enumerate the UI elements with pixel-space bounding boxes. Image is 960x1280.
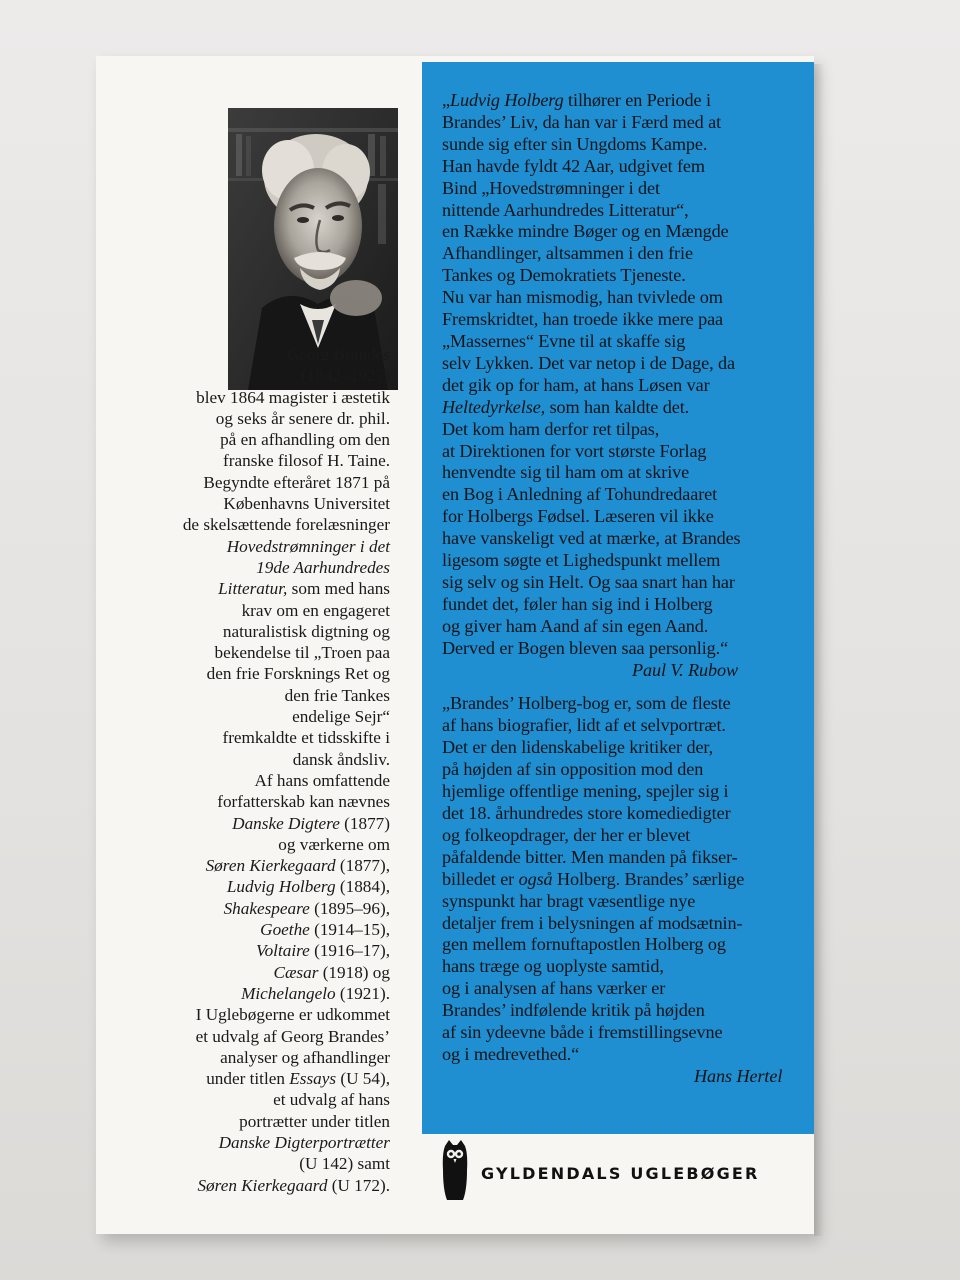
bio-line-part: (1877) <box>339 813 390 833</box>
quote1-line: Derved er Bogen bleven saa personlig.“ <box>442 637 729 658</box>
bio-line-part: Ludvig Holberg <box>226 877 336 897</box>
bio-line-part: (1921). <box>335 983 390 1003</box>
quote1-line: Afhandlinger, altsammen i den frie <box>442 243 693 264</box>
quote1-line: Han havde fyldt 42 Aar, udgivet fem <box>442 155 705 176</box>
bio-line: (U 142) samt <box>299 1154 390 1174</box>
quote1-line-part: „ <box>442 90 450 110</box>
bio-line: fremkaldte et tidsskifte i <box>222 728 390 748</box>
bio-line: krav om en engageret <box>241 600 390 620</box>
quotes-panel <box>422 62 814 1134</box>
bio-line <box>136 919 390 940</box>
quote2-signature: Hans Hertel <box>694 1065 783 1086</box>
bio-line-part: Voltaire <box>256 941 310 961</box>
quote2-line <box>442 869 797 891</box>
bio-line-part: (1914–15), <box>309 920 390 940</box>
bio-line: forfatterskab kan nævnes <box>217 792 390 812</box>
bio-line: de skelsættende forelæsninger <box>182 515 390 535</box>
bio-line: et udvalg af hans <box>273 1090 390 1110</box>
publisher-name: GYLDENDALS UGLEBØGER <box>481 1164 760 1183</box>
bio-line: Danske Digterportrætter <box>218 1132 390 1152</box>
quote1-line: at Direktionen for vort største Forlag <box>442 440 707 461</box>
bio-line: analyser og afhandlinger <box>220 1047 390 1067</box>
bio-line: naturalistisk digtning og <box>222 621 390 641</box>
quote1-line: ligesom søgte et Lighedspunkt mellem <box>442 550 721 571</box>
book-edge-shadow <box>814 64 824 1236</box>
bio-line-part: Shakespeare <box>223 898 310 918</box>
quote2-line: synspunkt har bragt væsentlige nye <box>442 890 696 911</box>
bio-line <box>136 813 390 834</box>
quote2-line: og folkeopdrager, der her er blevet <box>442 824 691 845</box>
author-biography <box>136 344 390 1196</box>
quote2-line: hans træge og uoplyste samtid, <box>442 956 664 977</box>
quote1-signature: Paul V. Rubow <box>632 659 738 680</box>
bio-line: den frie Tankes <box>284 685 390 705</box>
quote2-line: på højden af sin opposition mod den <box>442 759 704 780</box>
bio-line-part: som med hans <box>287 579 390 599</box>
quotes-text <box>442 90 797 1088</box>
quote1-line: en Bog i Anledning af Tohundredaaret <box>442 484 718 505</box>
quote1-line: selv Lykken. Det var netop i de Dage, da <box>442 352 735 373</box>
quote1-line <box>442 90 797 112</box>
bio-line-part: (1884), <box>335 877 390 897</box>
bio-line: og seks år senere dr. phil. <box>215 408 390 428</box>
bio-line: (1842–1927) <box>301 366 390 386</box>
bio-line <box>136 1175 390 1196</box>
bio-line: Hovedstrømninger i det <box>226 536 390 556</box>
quote1-line-part: tilhører en Periode i <box>563 90 711 110</box>
quote1-line: Brandes’ Liv, da han var i Færd med at <box>442 111 722 132</box>
bio-line: franske filosof H. Taine. <box>223 451 390 471</box>
quote2-line: påfaldende bitter. Men manden på fikser- <box>442 846 738 867</box>
quote1-line: og giver ham Aand af sin egen Aand. <box>442 615 709 636</box>
bio-line <box>136 898 390 919</box>
bio-line-part: (1877), <box>335 856 390 876</box>
bio-line: endelige Sejr“ <box>292 707 390 727</box>
bio-line <box>136 940 390 961</box>
bio-line-part: Litteratur, <box>218 579 288 599</box>
quote2-line: detaljer frem i belysningen af modsætnin- <box>442 912 743 933</box>
quote2-line: af sin ydeevne både i fremstillingsevne <box>442 1022 723 1043</box>
bio-line: blev 1864 magister i æstetik <box>196 387 390 407</box>
bio-line-part: Goethe <box>260 920 310 940</box>
quote-separator <box>442 681 797 693</box>
quote2-line-part: Holberg. Brandes’ særlige <box>552 868 745 889</box>
quote1-line: Fremskridtet, han troede ikke mere paa <box>442 309 724 330</box>
quote2-line: gen mellem fornuftapostlen Holberg og <box>442 934 726 955</box>
quote1-line-part: Heltedyrkelse, <box>442 396 546 417</box>
bio-line-part: under titlen <box>206 1069 290 1089</box>
bio-line-part: Cæsar <box>273 962 319 982</box>
bio-line <box>136 962 390 983</box>
bio-line: Georg Brandes <box>286 345 390 364</box>
bio-line <box>136 578 390 599</box>
quote2-line-part: også <box>518 868 553 889</box>
bio-line-part: Essays <box>289 1069 337 1089</box>
bio-line: portrætter under titlen <box>239 1111 390 1131</box>
quote2-line: Det er den lidenskabelige kritiker der, <box>442 737 714 758</box>
bio-line: bekendelse til „Troen paa <box>214 643 390 663</box>
quote1-line: nittende Aarhundredes Litteratur“, <box>442 199 689 220</box>
bio-line-part: (U 54), <box>336 1069 390 1089</box>
quote2-line-part: billedet er <box>442 868 519 889</box>
quote1-line-part: som han kaldte det. <box>545 396 690 417</box>
quote2-line: og i medrevethed.“ <box>442 1043 580 1064</box>
bio-line <box>136 876 390 897</box>
bio-line: den frie Forsknings Ret og <box>206 664 390 684</box>
bio-line-part: Danske Digtere <box>232 813 340 833</box>
quote1-line: Det kom ham derfor ret tilpas, <box>442 418 660 439</box>
quote2-line: hjemlige offentlige mening, spejler sig i <box>442 781 729 802</box>
quote2-line: det 18. århundredes store komediedigter <box>442 803 731 823</box>
quote1-line: Tankes og Demokratiets Tjeneste. <box>442 265 686 286</box>
bio-line: Begyndte efteråret 1871 på <box>203 472 390 492</box>
quote1-line: sig selv og sin Helt. Og saa snart han har <box>442 571 735 592</box>
bio-line: dansk åndsliv. <box>292 749 390 769</box>
bio-line-part: (U 172). <box>327 1175 390 1195</box>
quote2-line: „Brandes’ Holberg-bog er, som de fleste <box>442 693 731 714</box>
bio-line: og værkerne om <box>278 834 390 854</box>
bio-line: 19de Aarhundredes <box>256 557 390 577</box>
bio-line-part: (1916–17), <box>309 941 390 961</box>
bio-line <box>136 855 390 876</box>
quote1-line <box>442 397 797 419</box>
publisher-mark <box>441 1140 821 1210</box>
quote2-line: og i analysen af hans værker er <box>442 978 666 999</box>
owl-icon <box>441 1140 469 1200</box>
quote1-line: fundet det, føler han sig ind i Holberg <box>442 593 713 614</box>
quote1-line: Bind „Hovedstrømninger i det <box>442 177 660 198</box>
quote1-line-part: Ludvig Holberg <box>449 90 564 110</box>
quote1-line: en Række mindre Bøger og en Mængde <box>442 221 729 242</box>
bio-line-part: Søren Kierkegaard <box>197 1175 328 1195</box>
quote1-line: det gik op for ham, at hans Løsen var <box>442 374 710 395</box>
quote1-line: have vanskeligt ved at mærke, at Brandes <box>442 528 741 549</box>
quote1-line: henvendte sig til ham om at skrive <box>442 462 690 483</box>
bio-line-part: (1918) og <box>318 962 390 982</box>
bio-line-part: (1895–96), <box>309 898 390 918</box>
bio-line: på en afhandling om den <box>220 430 390 450</box>
quote1-line: Nu var han mismodig, han tvivlede om <box>442 287 723 308</box>
quote2-line: Brandes’ indfølende kritik på højden <box>442 1000 705 1021</box>
quote2-line: af hans biografier, lidt af et selvportræt. <box>442 715 726 736</box>
bio-line: I Uglebøgerne er udkommet <box>195 1005 390 1025</box>
bio-line <box>136 1068 390 1089</box>
bio-line <box>136 983 390 1004</box>
book-back-cover <box>96 56 814 1234</box>
bio-line: et udvalg af Georg Brandes’ <box>195 1026 390 1046</box>
bio-line-part: Michelangelo <box>241 983 336 1003</box>
bio-line-part: Søren Kierkegaard <box>205 856 336 876</box>
quote1-line: sunde sig efter sin Ungdoms Kampe. <box>442 133 708 154</box>
quote1-line: „Massernes“ Evne til at skaffe sig <box>442 330 686 351</box>
quote1-line: for Holbergs Fødsel. Læseren vil ikke <box>442 506 714 527</box>
bio-line: Københavns Universitet <box>223 494 390 514</box>
bio-line: Af hans omfattende <box>254 770 390 790</box>
